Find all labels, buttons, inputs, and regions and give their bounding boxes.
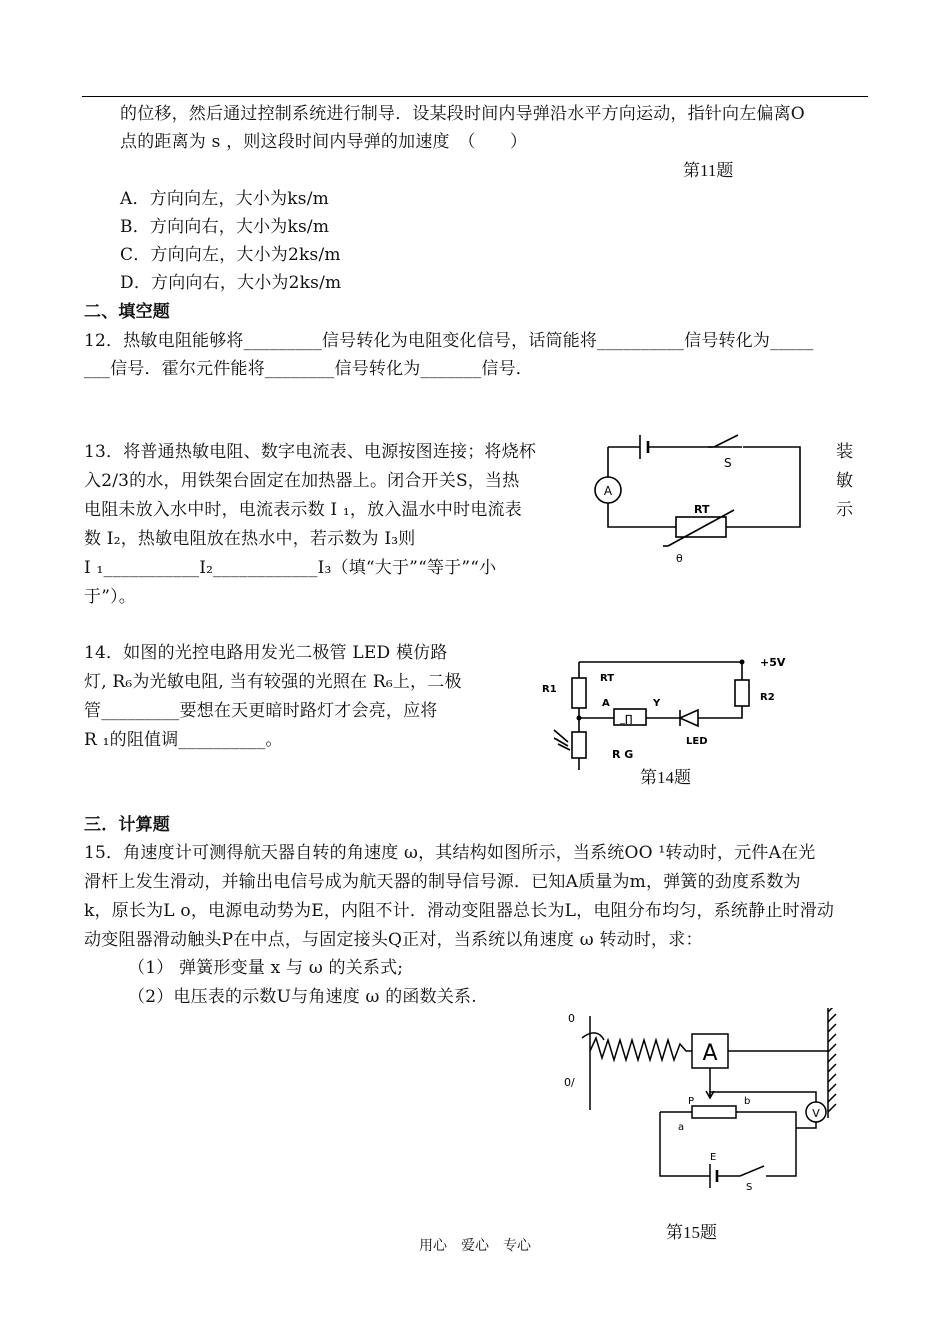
- axis-top-label: 0: [568, 1012, 575, 1025]
- q15-line2: 滑杆上发生滑动，并输出电信号成为航天器的制导信号源．已知A质量为m，弹簧的劲度系数为: [84, 872, 801, 892]
- rg-label: R G: [612, 748, 634, 761]
- element-a-label: A: [702, 1041, 718, 1066]
- supply-label: +5V: [760, 656, 786, 669]
- q15-line3: k，原长为L o，电源电动势为E，内阻不计．滑动变阻器总长为L，电阻分布均匀，系统静止时滑动: [84, 901, 835, 921]
- q15-subquestion-1: （1） 弹簧形变量 x 与 ω 的关系式;: [128, 958, 404, 978]
- q11-option-b[interactable]: B．方向向右，大小为ks/m: [120, 217, 330, 237]
- q15-angular-velocity-meter-diagram: [560, 1008, 860, 1198]
- q11-caption: 第11题: [683, 161, 734, 180]
- q12-line2: ___信号．霍尔元件能将________信号转化为_______信号．: [84, 359, 533, 379]
- q15-caption: 第15题: [666, 1223, 717, 1242]
- q13-line2: 入2/3的水，用铁架台固定在加热器上。闭合开关S，当热: [84, 471, 520, 491]
- q12-line1: 12．热敏电阻能够将_________信号转化为电阻变化信号，话筒能将__________信号转化为_____: [84, 331, 814, 351]
- q14-light-control-circuit: [520, 648, 810, 773]
- q14-line1: 14．如图的光控电路用发光二极管 LED 模仿路: [84, 643, 448, 663]
- supply-node-dot: [740, 660, 745, 665]
- section-heading-calculation: 三．计算题: [84, 815, 170, 835]
- q11-option-c[interactable]: C．方向向左，大小为2ks/m: [120, 245, 341, 265]
- switch-label: S: [724, 456, 732, 470]
- rt-label: RT: [600, 673, 615, 684]
- q11-line2: 点的距离为 s ，则这段时间内导弹的加速度 （ ）: [120, 132, 528, 152]
- terminal-a-label: a: [678, 1122, 685, 1133]
- q11-line1: 的位移，然后通过控制系统进行制导．设某段时间内导弹沿水平方向运动，指针向左偏离O: [120, 104, 805, 124]
- battery-e-label: E: [710, 1152, 717, 1163]
- theta-label: θ: [676, 552, 683, 565]
- slider-p-label: P: [688, 1096, 695, 1107]
- r2-label: R2: [760, 692, 775, 703]
- voltmeter-label: V: [812, 1107, 820, 1120]
- q11-option-a[interactable]: A．方向向左，大小为ks/m: [120, 189, 329, 209]
- q14-caption: 第14题: [640, 768, 691, 787]
- junction-node-dot: [577, 716, 582, 721]
- q14-line3: 管_________要想在天更暗时路灯才会亮，应将: [84, 701, 438, 721]
- axis-bottom-label: 0/: [564, 1076, 575, 1089]
- header-rule: [82, 96, 868, 97]
- thermistor-label: RT: [694, 503, 710, 516]
- q14-line2: 灯, R₆为光敏电阻, 当有较强的光照在 R₆上，二极: [84, 672, 462, 692]
- q15-line4: 动变阻器滑动触头P在中点，与固定接头Q正对，当系统以角速度 ω 转动时，求：: [84, 930, 703, 950]
- q15-subquestion-2: （2）电压表的示数U与角速度 ω 的函数关系.: [128, 987, 477, 1007]
- q13-line5: I ₁___________I₂____________I₃（填“大于”“等于”“小: [84, 558, 497, 578]
- q13-line1: 13．将普通热敏电阻、数字电流表、电源按图连接；将烧杯: [84, 442, 537, 462]
- schmitt-gate-symbol: _∏: [620, 714, 633, 725]
- page-footer: 用心 爱心 专心: [419, 1238, 531, 1254]
- q13-circuit-diagram: [588, 430, 818, 570]
- q13-right-char-3: 示: [836, 500, 854, 520]
- q13-line3: 电阻未放入水中时，电流表示数 I ₁，放入温水中时电流表: [84, 500, 522, 520]
- gate-y-label: Y: [653, 698, 661, 709]
- ammeter-label: A: [603, 484, 613, 498]
- q13-right-char-1: 装: [836, 442, 854, 462]
- q15-line1: 15．角速度计可测得航天器自转的角速度 ω，其结构如图所示，当系统OO ¹转动时，元件A在光: [84, 843, 816, 863]
- gate-a-label: A: [602, 698, 610, 709]
- q14-line4: R ₁的阻值调__________。: [84, 730, 283, 750]
- q13-right-char-2: 敏: [836, 471, 854, 491]
- r1-label: R1: [542, 684, 557, 695]
- led-label: LED: [686, 736, 708, 747]
- q11-option-d[interactable]: D．方向向右，大小为2ks/m: [120, 273, 342, 293]
- switch-s-label: S: [746, 1182, 753, 1193]
- q13-line6: 于”）。: [84, 587, 136, 607]
- section-heading-fill-in: 二、填空题: [84, 302, 170, 322]
- terminal-b-label: b: [744, 1096, 751, 1107]
- q13-line4: 数 I₂，热敏电阻放在热水中，若示数为 I₃则: [84, 529, 416, 549]
